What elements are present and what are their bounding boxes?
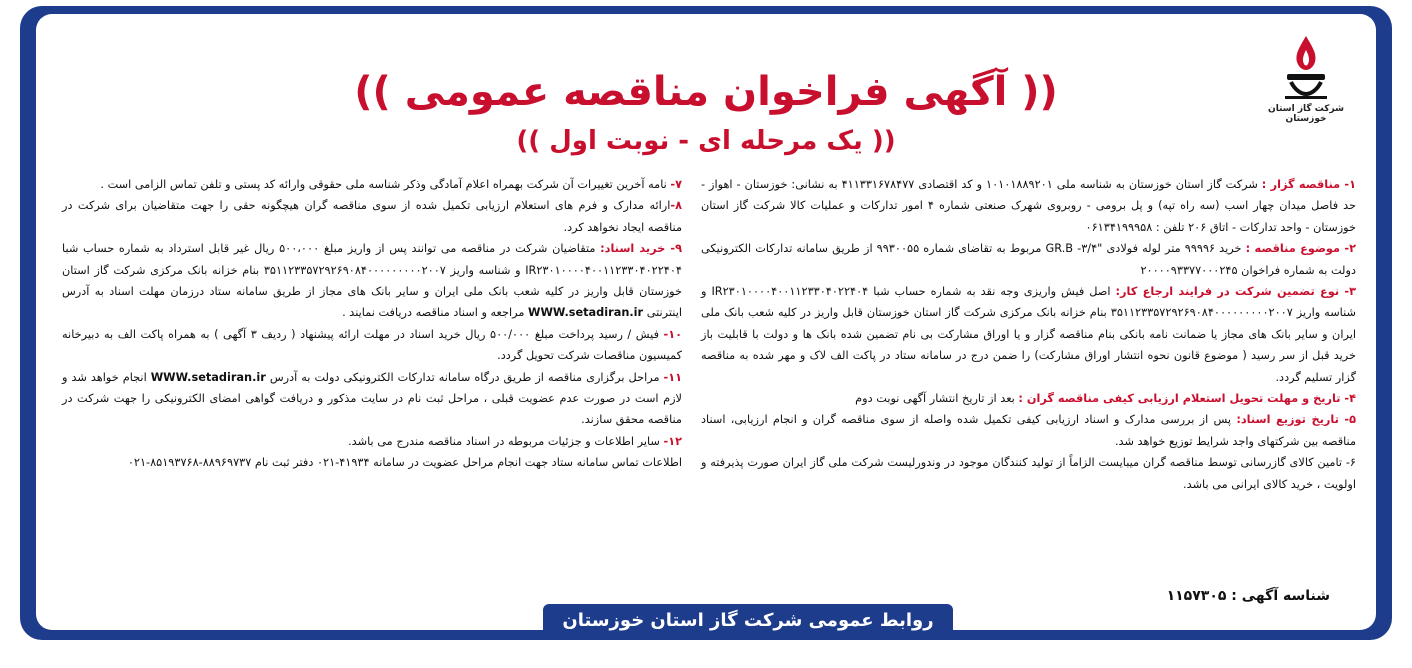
section-3-text: اصل فیش واریزی وجه نقد به شماره حساب شبا IR۲۳۰۱۰۰۰۰۴۰۰۱۱۲۳۳۰۴۰۲۲۴۰۴ و شناسه واریز ۳۵۱۱۲۳۳۵۷۲۹۲۶۹۰۸۴۰۰۰۰۰۰۰۰۰۲۰۰۷ بنام خزانه بانک مرکزی شرکت گاز استان خوزستان قابل واریز در کلیه شعب بانک ملی ایران و سایر بانک های مجاز یا ضمانت نامه بانکی بنام مناقصه گزار و یا اوراق مشارکت بی نام تضمین شده بانک ها و دولت با قابلیت باز خرید قبل از سر رسید ( موضوع قانون نحوه انتشار اوراق مشارکت) را ضمن درج در سامانه ستاد در پاکت الف لاک و مهر شده به مناقصه گزار تسلیم گردد. bbox=[701, 285, 1356, 384]
section-8-text: ارائه مدارک و فرم های استعلام ارزیابی تکمیل شده از سوی مناقصه گران هیچگونه حقی را جهت متقاضیان برای شرکت در مناقصه ایجاد نخواهد کرد. bbox=[62, 199, 682, 234]
section-10 bbox=[62, 324, 682, 367]
section-5-label: ۵- تاریخ توزیع اسناد: bbox=[1236, 413, 1356, 427]
contact-info bbox=[62, 452, 682, 473]
section-10-label: ۱۰- bbox=[663, 327, 682, 341]
section-4 bbox=[701, 388, 1356, 409]
company-name: شرکت گاز استان خوزستان bbox=[1268, 104, 1344, 124]
section-12 bbox=[62, 431, 682, 452]
section-4-label: ۴- تاریخ و مهلت تحویل استعلام ارزیابی کیفی مناقصه گران : bbox=[1018, 392, 1356, 406]
section-1-label: ۱- مناقصه گزار : bbox=[1261, 178, 1357, 191]
section-11 bbox=[62, 367, 682, 431]
section-10-text: فیش / رسید پرداخت مبلغ ۵۰۰/۰۰۰ ریال خرید اسناد در مهلت ارائه پیشنهاد ( ردیف ۳ آگهی ) به همراه پاکت الف به دبیرخانه کمیسیون مناقصات شرکت تحویل گردد. bbox=[62, 327, 682, 363]
setadiran-link[interactable]: WWW.setadiran.ir bbox=[528, 306, 644, 320]
section-7-text: نامه آخرین تغییرات آن شرکت بهمراه اعلام آمادگی وذکر شناسه ملی حقوقی وارائه کد پستی و تلفن تماس الزامی است . bbox=[100, 178, 671, 191]
section-9-tail: مراجعه و اسناد مناقصه دریافت نمایند . bbox=[342, 306, 528, 320]
section-11-text: مراحل برگزاری مناقصه از طریق درگاه سامانه تدارکات الکترونیکی دولت به آدرس bbox=[269, 370, 664, 384]
notice-id: شناسه آگهی : ۱۱۵۷۳۰۵ bbox=[1166, 588, 1330, 604]
section-11-label: ۱۱- bbox=[663, 370, 682, 384]
section-1-text: شرکت گاز استان خوزستان به شناسه ملی ۱۰۱۰۱۸۸۹۲۰۱ و کد اقتصادی ۴۱۱۳۳۱۶۷۸۴۷۷ به نشانی: خوزستان - اهواز - حد فاصل میدان چهار اسب (سه راه تپه) و پل برومی - روبروی شهرک صنعتی شماره ۴ امور تدارکات و عملیات کالا شرکت گاز استان خوزستان - واحد تدارکات - اتاق ۲۰۶ تلفن : ۰۶۱۳۴۱۹۹۹۵۸ bbox=[701, 178, 1356, 234]
section-2-text: خرید ۹۹۹۹۶ متر لوله فولادی "۳/۴- GR.B مربوط به تقاضای شماره ۹۹۳۰۰۵۵ از طریق سامانه تدارکات الکترونیکی دولت به شماره فراخوان ۲۰۰۰۰۹۳۳۷۷۰۰۰۲۴۵ bbox=[701, 242, 1356, 277]
notice-body bbox=[36, 14, 1376, 630]
footer-banner: روابط عمومی شرکت گاز استان خوزستان bbox=[543, 604, 953, 638]
section-6-text: ۶- تامین کالای گازرسانی توسط مناقصه گران میبایست الزاماً از تولید کنندگان موجود در وندورلیست شرکت ملی گاز ایران صورت پذیرفته و اولویت ، خرید کالای ایرانی می باشد. bbox=[701, 456, 1356, 491]
section-3-label: ۳- نوع تضمین شرکت در فرایند ارجاع کار: bbox=[1115, 285, 1357, 299]
section-3 bbox=[701, 281, 1356, 388]
section-1 bbox=[701, 174, 1356, 238]
section-8-label: ۸- bbox=[670, 199, 682, 213]
section-6 bbox=[701, 452, 1356, 495]
setadiran-link-2[interactable]: WWW.setadiran.ir bbox=[150, 370, 266, 384]
section-5 bbox=[701, 409, 1356, 452]
section-9 bbox=[62, 238, 682, 324]
page-subtitle: (( یک مرحله ای - نوبت اول )) bbox=[516, 126, 896, 156]
section-2-label: ۲- موضوع مناقصه : bbox=[1245, 242, 1356, 256]
right-column bbox=[701, 174, 1356, 495]
section-2 bbox=[701, 238, 1356, 281]
section-7 bbox=[62, 174, 682, 195]
page-title: (( آگهی فراخوان مناقصه عمومی )) bbox=[354, 69, 1058, 115]
section-8 bbox=[62, 195, 682, 238]
section-7-label: ۷- bbox=[670, 178, 682, 191]
section-9-label: ۹- خرید اسناد: bbox=[600, 242, 682, 256]
section-9-text: متقاضیان شرکت در مناقصه می توانند پس از واریز مبلغ ۵۰۰،۰۰۰ ریال غیر قابل استرداد به شماره حساب شبا IR۲۳۰۱۰۰۰۰۴۰۰۱۱۲۳۳۰۴۰۲۲۴۰۴ و شناسه واریز ۳۵۱۱۲۳۳۵۷۲۹۲۶۹۰۸۴۰۰۰۰۰۰۰۰۰۲۰۰۷ بنام خزانه بانک مرکزی شرکت گاز استان خوزستان قابل واریز در کلیه شعب بانک ملی ایران و سایر بانک های مجاز از طریق سامانه ستاد درزمان مهلت اسناد به آدرس اینترنتی bbox=[62, 242, 682, 320]
section-5-text: پس از بررسی مدارک و اسناد ارزیابی کیفی تکمیل شده واصله از سوی مناقصه گران و انجام ارزیابی، اسناد مناقصه بین شرکتهای واجد شرایط توزیع خواهد شد. bbox=[701, 413, 1356, 448]
section-12-text: سایر اطلاعات و جزئیات مربوطه در اسناد مناقصه مندرج می باشد. bbox=[348, 434, 664, 448]
contact-text: اطلاعات تماس سامانه ستاد جهت انجام مراحل عضویت در سامانه ۴۱۹۳۴-۰۲۱ دفتر ثبت نام ۸۸۹۶۹۷۳۷-۸۵۱۹۳۷۶۸-۰۲۱ bbox=[127, 456, 682, 470]
section-12-label: ۱۲- bbox=[663, 434, 682, 448]
section-4-text: بعد از تاریخ انتشار آگهی نوبت دوم bbox=[855, 392, 1019, 406]
section-11-tail: انجام خواهد شد و لازم است در صورت عدم عضویت قبلی ، مراحل ثبت نام در سایت مذکور و دریافت گواهی امضای الکترونیکی را جهت شرکت در مناقصه محقق سازند. bbox=[62, 370, 682, 427]
left-column bbox=[62, 174, 682, 474]
